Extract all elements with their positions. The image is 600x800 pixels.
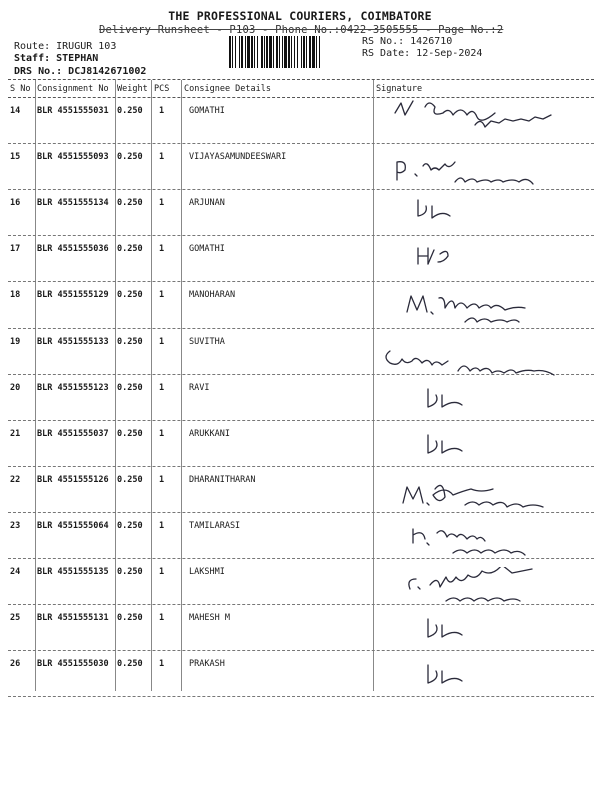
- cell-weight: 0.250: [117, 290, 143, 301]
- row-separator: [8, 235, 594, 236]
- cell-weight: 0.250: [117, 244, 143, 255]
- runsheet-title: THE PROFESSIONAL COURIERS, COIMBATORE: [168, 9, 432, 23]
- cell-weight: 0.250: [117, 152, 143, 163]
- cell-weight: 0.250: [117, 198, 143, 209]
- cell-pcs: 1: [159, 474, 165, 485]
- cell-consignee: ARUKKANI: [189, 428, 230, 439]
- cell-consignee: LAKSHMI: [189, 567, 225, 577]
- cell-sno: 26: [10, 659, 21, 670]
- signature-drawing: [420, 659, 490, 687]
- handwritten-signature: [400, 567, 590, 607]
- handwritten-signature: [378, 341, 588, 381]
- cell-consignee: MANOHARAN: [189, 290, 236, 301]
- cell-pcs: 1: [159, 567, 165, 577]
- column-weight: Weight: [117, 84, 148, 94]
- cell-consignment: BLR 4551555123: [37, 382, 109, 393]
- table-row: [8, 429, 594, 441]
- row-separator: [8, 696, 594, 697]
- row-separator: [8, 420, 594, 421]
- cell-sno: 19: [10, 336, 21, 347]
- signature-drawing: [420, 383, 490, 411]
- cell-weight: 0.250: [117, 659, 143, 670]
- cell-consignee: TAMILARASI: [189, 520, 241, 531]
- table-row: [8, 383, 594, 395]
- drs-number: DRS No.: DCJ8142671002: [14, 66, 147, 77]
- handwritten-signature: [412, 244, 472, 268]
- cell-consignee: MAHESH M: [189, 613, 230, 624]
- cell-sno: 16: [10, 198, 21, 209]
- cell-pcs: 1: [159, 613, 165, 624]
- column-signature: Signature: [376, 84, 423, 94]
- cell-sno: 17: [10, 244, 21, 255]
- staff-label: Staff: STEPHAN: [14, 53, 99, 64]
- signature-drawing: [395, 475, 595, 515]
- signature-drawing: [395, 288, 575, 328]
- signature-drawing: [378, 341, 588, 381]
- signature-drawing: [385, 95, 585, 143]
- cell-sno: 22: [10, 474, 21, 485]
- cell-pcs: 1: [159, 244, 165, 255]
- runsheet-subtitle: [99, 24, 503, 36]
- cell-consignee: GOMATHI: [189, 106, 225, 116]
- row-separator: [8, 281, 594, 282]
- barcode: [229, 36, 357, 68]
- cell-weight: 0.250: [117, 428, 143, 439]
- cell-consignee: VIJAYASAMUNDEESWARI: [189, 152, 287, 163]
- cell-weight: 0.250: [117, 520, 143, 531]
- cell-sno: 25: [10, 613, 21, 624]
- cell-weight: 0.250: [117, 613, 143, 624]
- cell-consignment: BLR 4551555036: [37, 244, 109, 255]
- cell-consignment: BLR 4551555135: [37, 567, 109, 577]
- table-row: [8, 659, 594, 671]
- rs-number: RS No.: 1426710: [362, 36, 453, 47]
- cell-pcs: 1: [159, 520, 165, 531]
- cell-weight: 0.250: [117, 336, 143, 347]
- cell-sno: 24: [10, 567, 21, 577]
- cell-consignment: BLR 4551555031: [37, 106, 109, 116]
- cell-consignee: SUVITHA: [189, 336, 225, 347]
- handwritten-signature: [385, 152, 590, 192]
- column-pcs: PCS: [154, 84, 170, 94]
- cell-pcs: 1: [159, 152, 165, 163]
- cell-sno: 23: [10, 520, 21, 531]
- handwritten-signature: [395, 288, 575, 328]
- row-separator: [8, 143, 594, 144]
- cell-sno: 14: [10, 106, 21, 116]
- signature-drawing: [420, 613, 490, 641]
- cell-pcs: 1: [159, 659, 165, 670]
- cell-consignment: BLR 4551555134: [37, 198, 109, 209]
- barcode-graphic: [229, 36, 357, 68]
- cell-consignment: BLR 4551555131: [37, 613, 109, 624]
- cell-consignment: BLR 4551555129: [37, 290, 109, 301]
- cell-weight: 0.250: [117, 474, 143, 485]
- column-consignee: Consignee Details: [184, 84, 271, 94]
- cell-consignment: BLR 4551555064: [37, 520, 109, 531]
- table-row: [8, 244, 594, 256]
- signature-drawing: [410, 196, 490, 222]
- cell-pcs: 1: [159, 290, 165, 301]
- runsheet-subtitle-text: Delivery Runsheet - P103 - Phone No.:0422-3505555 - Page No.:2: [99, 24, 504, 36]
- handwritten-signature: [385, 95, 585, 143]
- table-row: [8, 613, 594, 625]
- handwritten-signature: [420, 659, 490, 687]
- cell-consignee: PRAKASH: [189, 659, 225, 670]
- cell-consignee: DHARANITHARAN: [189, 474, 256, 485]
- cell-consignment: BLR 4551555093: [37, 152, 109, 163]
- cell-sno: 15: [10, 152, 21, 163]
- cell-consignee: ARJUNAN: [189, 198, 225, 209]
- cell-pcs: 1: [159, 428, 165, 439]
- cell-weight: 0.250: [117, 567, 143, 577]
- cell-weight: 0.250: [117, 382, 143, 393]
- handwritten-signature: [420, 383, 490, 411]
- cell-weight: 0.250: [117, 106, 143, 116]
- cell-pcs: 1: [159, 382, 165, 393]
- column-sno: S No: [10, 84, 31, 94]
- signature-drawing: [420, 429, 490, 457]
- cell-consignment: BLR 4551555133: [37, 336, 109, 347]
- route-label: Route: IRUGUR 103: [14, 41, 117, 52]
- signature-drawing: [405, 519, 585, 559]
- cell-consignment: BLR 4551555030: [37, 659, 109, 670]
- rs-date: RS Date: 12-Sep-2024: [362, 48, 483, 59]
- handwritten-signature: [395, 475, 595, 515]
- column-consignment: Consignment No: [37, 84, 109, 94]
- handwritten-signature: [410, 196, 490, 222]
- row-separator: [8, 328, 594, 329]
- handwritten-signature: [405, 519, 585, 559]
- handwritten-signature: [420, 429, 490, 457]
- table-row: [8, 198, 594, 210]
- row-separator: [8, 466, 594, 467]
- cell-sno: 21: [10, 428, 21, 439]
- table-top-rule: [8, 79, 594, 80]
- cell-pcs: 1: [159, 198, 165, 209]
- signature-drawing: [400, 567, 590, 607]
- signature-drawing: [412, 244, 472, 268]
- cell-consignee: GOMATHI: [189, 244, 225, 255]
- handwritten-signature: [420, 613, 490, 641]
- row-separator: [8, 650, 594, 651]
- cell-consignment: BLR 4551555126: [37, 474, 109, 485]
- cell-sno: 20: [10, 382, 21, 393]
- cell-pcs: 1: [159, 336, 165, 347]
- cell-consignee: RAVI: [189, 382, 210, 393]
- cell-sno: 18: [10, 290, 21, 301]
- signature-drawing: [385, 152, 590, 192]
- cell-pcs: 1: [159, 106, 165, 116]
- cell-consignment: BLR 4551555037: [37, 428, 109, 439]
